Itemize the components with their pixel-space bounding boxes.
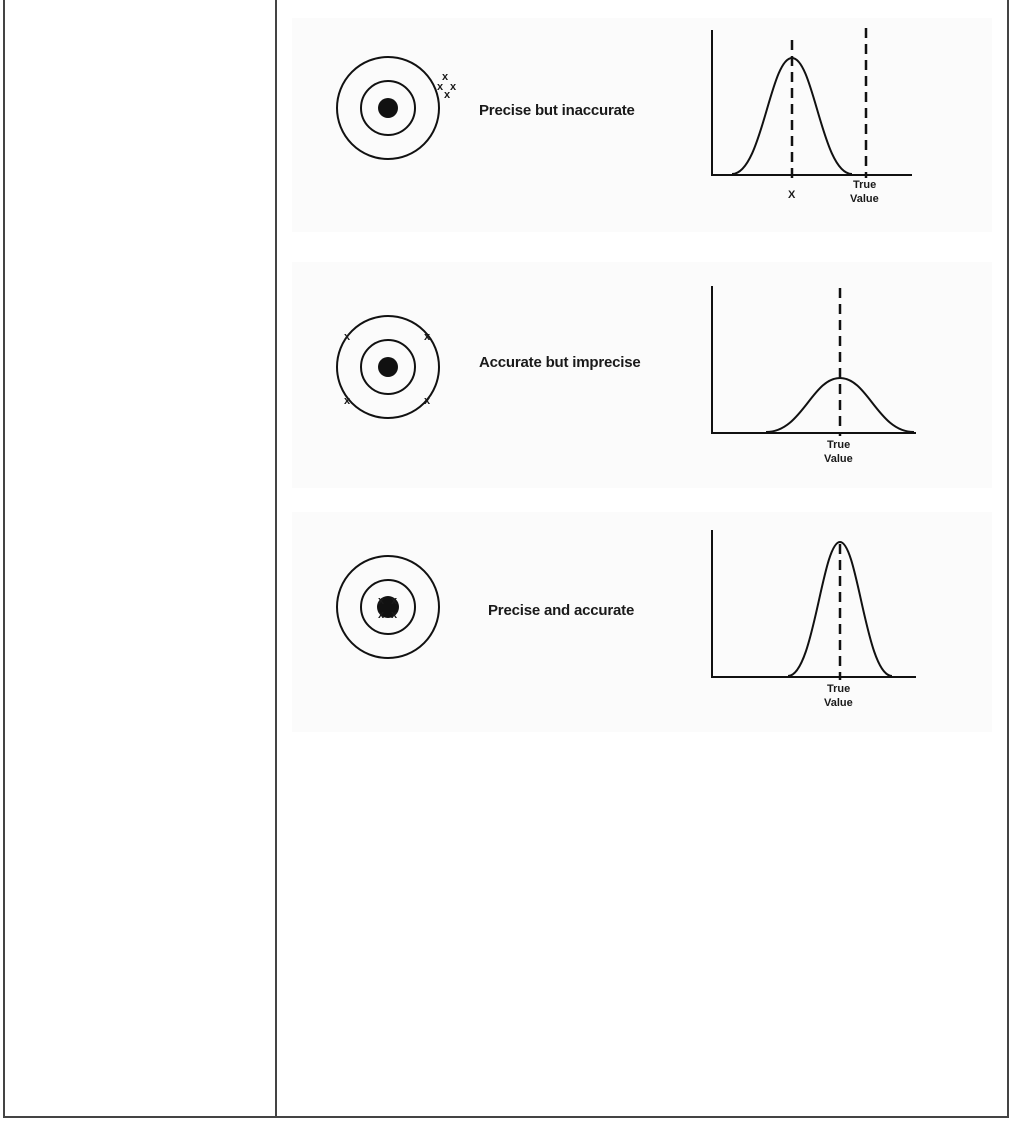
- target-bullseye: [378, 98, 398, 118]
- hit-mark: x: [344, 395, 351, 407]
- true-value-label-line2: Value: [824, 697, 853, 709]
- panel-caption: Precise but inaccurate: [479, 102, 635, 119]
- true-value-label-line1: True: [827, 683, 851, 695]
- hit-mark: x: [424, 395, 431, 407]
- true-value-label-line2: Value: [850, 193, 879, 205]
- target-bullseye: [378, 357, 398, 377]
- hit-mark: x: [450, 81, 457, 93]
- target-diagram: [337, 556, 439, 658]
- distribution-chart: [712, 286, 916, 465]
- hit-mark: x: [378, 609, 385, 621]
- hit-mark: x: [424, 331, 431, 343]
- hit-mark: x: [391, 609, 398, 621]
- panel-3-graphics: [292, 512, 992, 732]
- hit-mark: x: [378, 595, 385, 607]
- panel-2-graphics: [292, 262, 992, 488]
- target-diagram: [337, 57, 439, 159]
- panel-precise-inaccurate: [292, 18, 992, 232]
- distribution-chart: [712, 530, 916, 709]
- true-value-label-line1: True: [853, 179, 877, 191]
- panel-precise-accurate: [292, 512, 992, 732]
- target-hit-marks: [437, 71, 457, 101]
- panel-caption: Accurate but imprecise: [479, 354, 641, 371]
- hit-mark: x: [437, 81, 444, 93]
- true-value-label-line1: True: [827, 439, 851, 451]
- panel-accurate-imprecise: [292, 262, 992, 488]
- left-empty-cell: [5, 0, 277, 1116]
- figure-cell: [277, 0, 1007, 1116]
- distribution-chart: [712, 28, 912, 205]
- hit-mark: x: [444, 89, 451, 101]
- hit-mark: x: [391, 595, 398, 607]
- hit-mark: x: [344, 331, 351, 343]
- panel-caption: Precise and accurate: [488, 602, 635, 619]
- panel-1-graphics: [292, 18, 992, 232]
- hit-mark: x: [442, 71, 449, 83]
- true-value-label-line2: Value: [824, 453, 853, 465]
- mean-x-label: X: [788, 189, 796, 201]
- table-frame: [3, 0, 1009, 1118]
